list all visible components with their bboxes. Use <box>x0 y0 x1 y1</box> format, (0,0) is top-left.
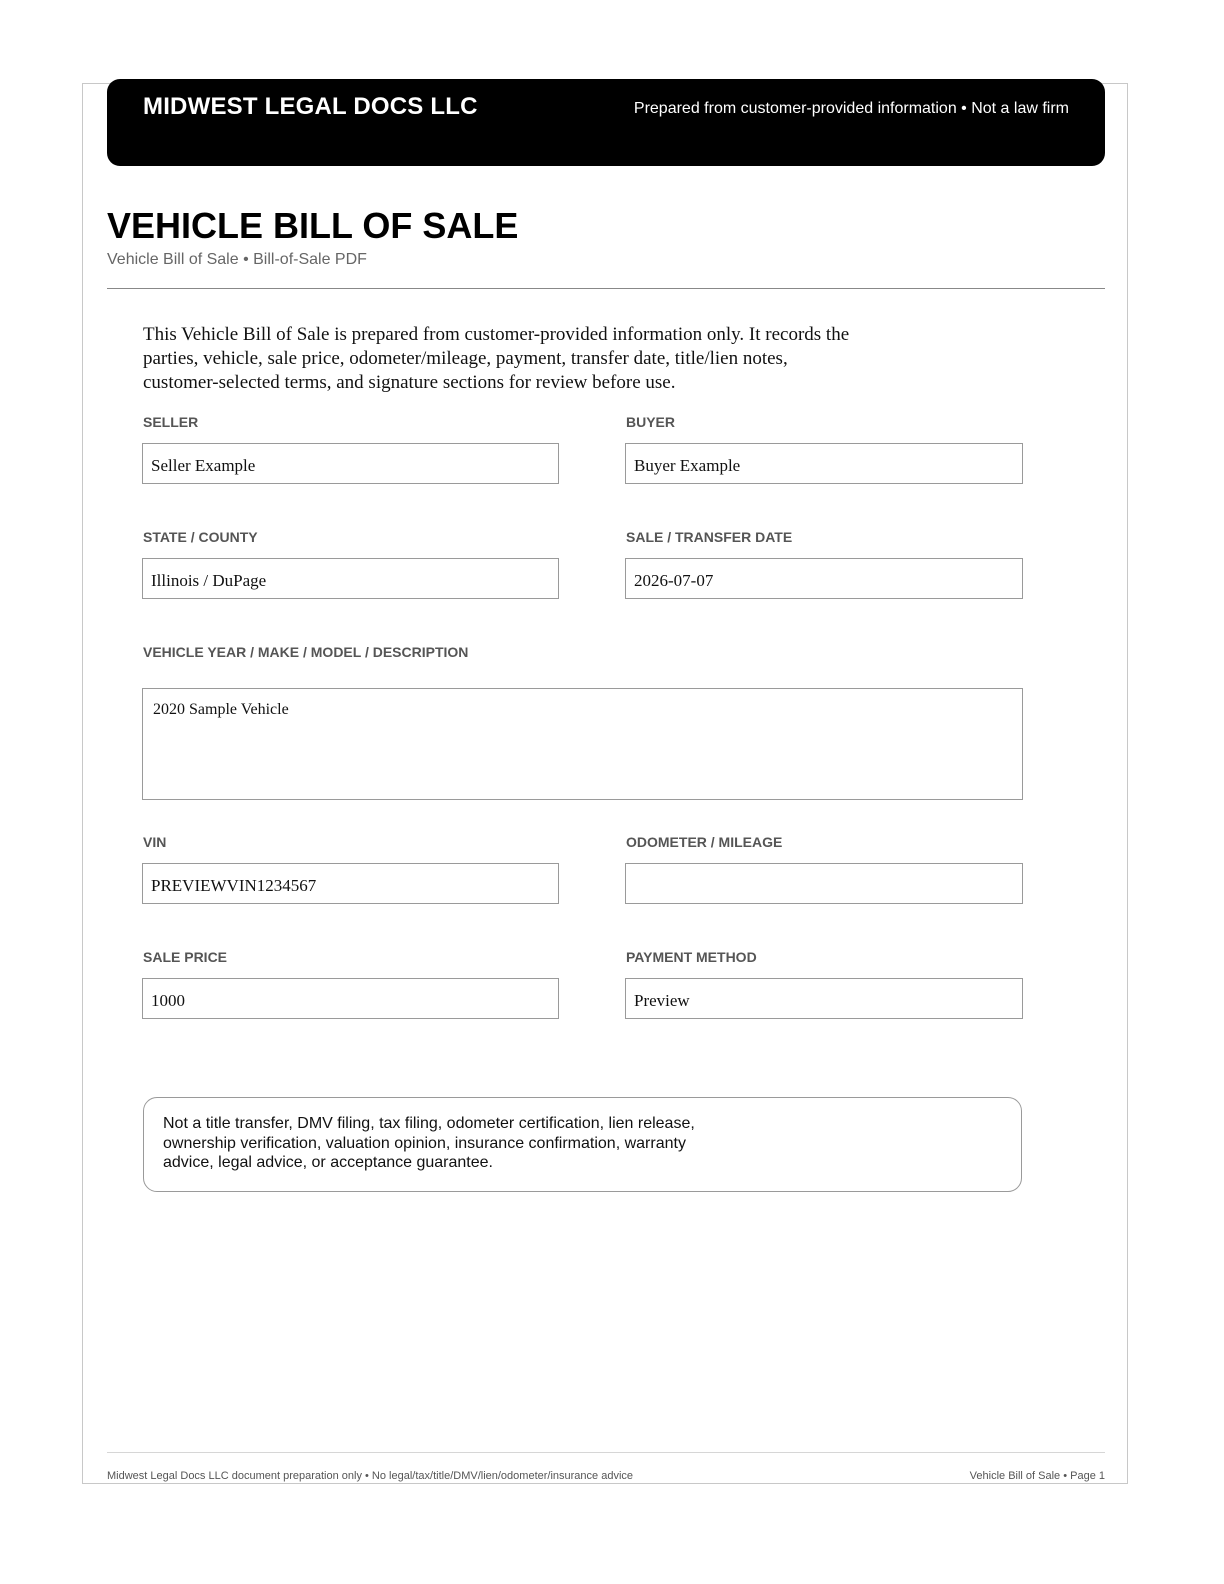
vehicle-description-label: VEHICLE YEAR / MAKE / MODEL / DESCRIPTION <box>143 644 469 660</box>
state-county-label: STATE / COUNTY <box>143 529 258 545</box>
odometer-label: ODOMETER / MILEAGE <box>626 834 783 850</box>
vin-field[interactable]: PREVIEWVIN1234567 <box>142 863 559 904</box>
buyer-field[interactable]: Buyer Example <box>625 443 1023 484</box>
buyer-label: BUYER <box>626 414 676 430</box>
footer-page-number: Vehicle Bill of Sale • Page 1 <box>969 1470 1105 1482</box>
payment-method-label: PAYMENT METHOD <box>626 949 757 965</box>
odometer-field[interactable] <box>625 863 1023 904</box>
sale-price-field[interactable]: 1000 <box>142 978 559 1019</box>
vehicle-description-field[interactable]: 2020 Sample Vehicle <box>142 688 1023 800</box>
document-subtitle: Vehicle Bill of Sale • Bill-of-Sale PDF <box>107 251 367 268</box>
disclaimer-notice <box>143 1097 1022 1192</box>
title-divider <box>107 288 1105 289</box>
brand-name: MIDWEST LEGAL DOCS LLC <box>143 93 478 120</box>
sale-price-label: SALE PRICE <box>143 949 228 965</box>
payment-method-field[interactable]: Preview <box>625 978 1023 1019</box>
footer-divider <box>107 1452 1105 1453</box>
header-tagline: Prepared from customer-provided information • Not a law firm <box>633 100 1069 117</box>
vin-label: VIN <box>143 834 167 850</box>
seller-label: SELLER <box>143 414 199 430</box>
transfer-date-field[interactable]: 2026-07-07 <box>625 558 1023 599</box>
state-county-field[interactable]: Illinois / DuPage <box>142 558 559 599</box>
footer-disclaimer: Midwest Legal Docs LLC document preparation only • No legal/tax/title/DMV/lien/odometer/insurance advice <box>107 1470 634 1482</box>
seller-field[interactable]: Seller Example <box>142 443 559 484</box>
intro-paragraph: This Vehicle Bill of Sale is prepared from customer-provided information only. It records the parties, vehicle, sale price, odometer/mileage, payment, transfer date, title/lien notes, customer-selected terms, and signature sections for review before use. <box>143 324 850 393</box>
transfer-date-label: SALE / TRANSFER DATE <box>626 529 793 545</box>
document-title: VEHICLE BILL OF SALE <box>107 205 519 246</box>
disclaimer-text: Not a title transfer, DMV filing, tax filing, odometer certification, lien release, ownership verification, valuation opinion, insurance confirmation, warranty advice, legal advice, or acceptance guarantee. <box>163 1115 695 1171</box>
